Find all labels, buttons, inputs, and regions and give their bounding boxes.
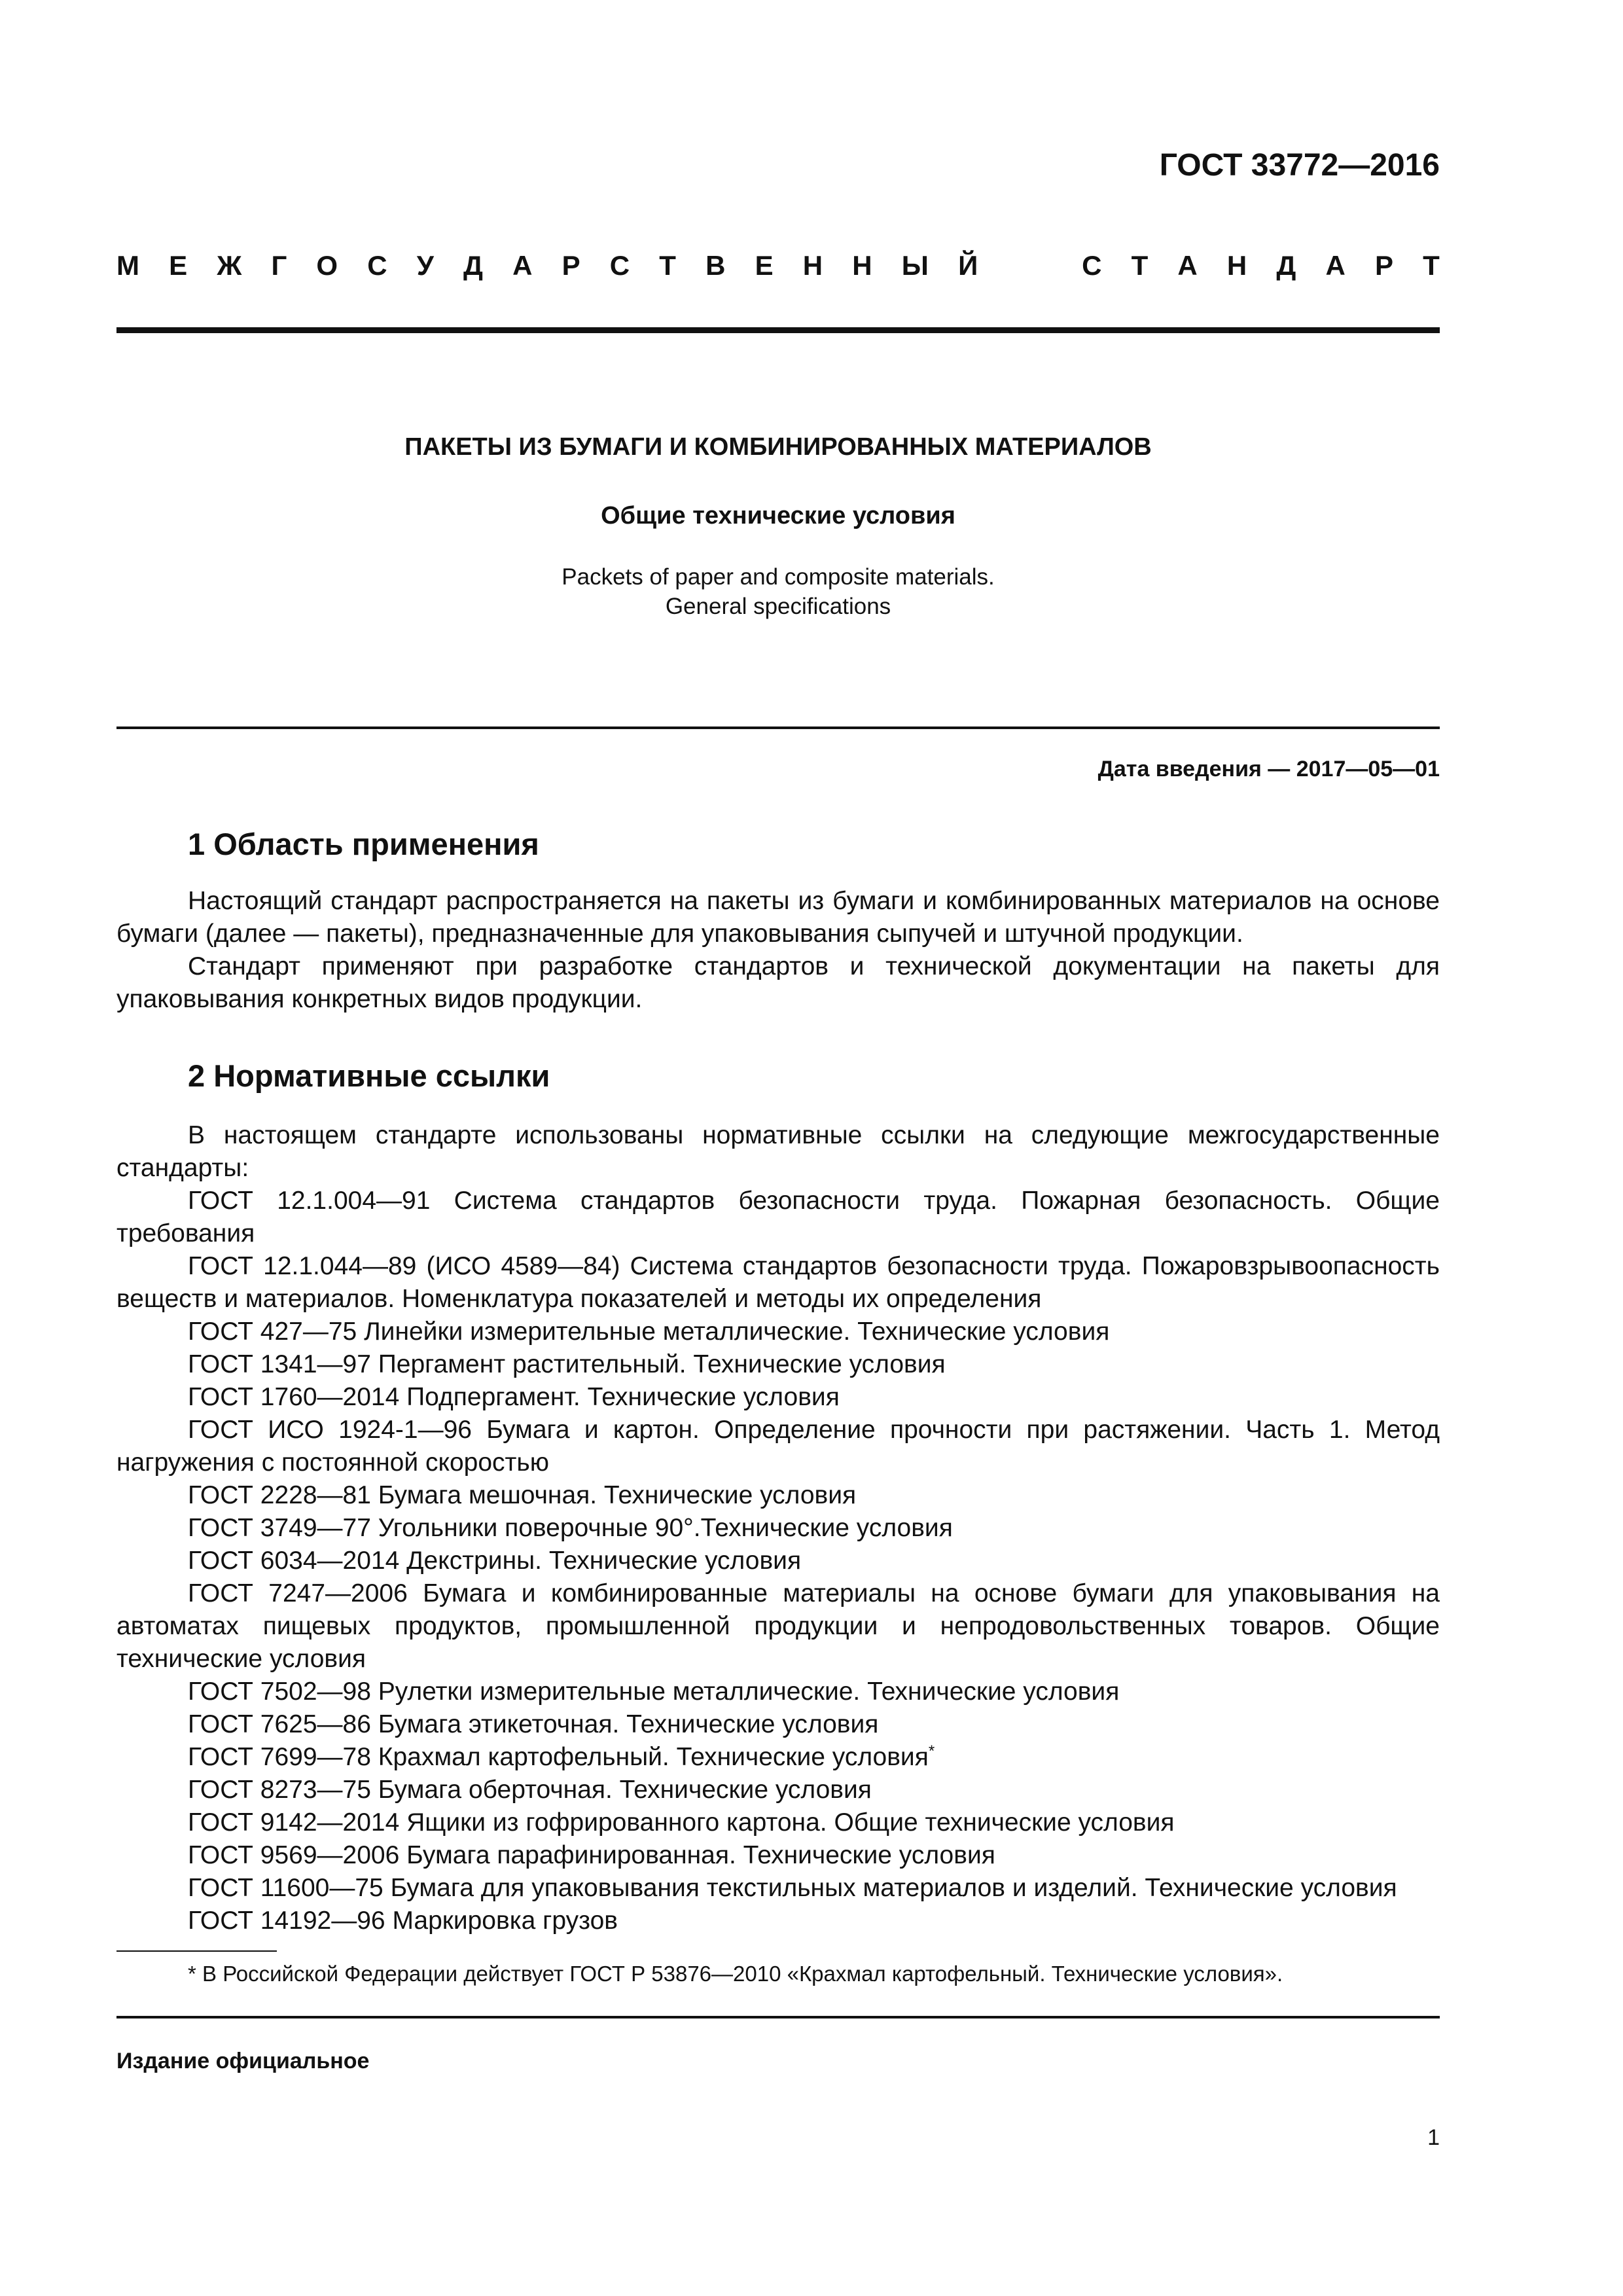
paragraph: Настоящий стандарт распространяется на пакеты из бумаги и комбинированных материалов на основе бумаги (далее — пакеты), предназначенные для упаковывания сыпучей и штучной продукции. [116,887,1440,948]
page-number: 1 [1427,2125,1440,2150]
section-1-heading: 1 Область применения [188,827,539,861]
standard-code: ГОСТ 33772—2016 [1159,148,1440,183]
list-item: ГОСТ 12.1.044—89 (ИСО 4589—84) Система стандартов безопасности труда. Пожаровзрывоопасность веществ и материалов. Номенклатура показателей и методы их определения [116,1252,1440,1313]
list-item: ГОСТ 7247—2006 Бумага и комбинированные материалы на основе бумаги для упаковывания на автоматах пищевых продуктов, промышленной продукции и непродовольственных товаров. Общие технические условия [116,1579,1440,1673]
document-title: ПАКЕТЫ ИЗ БУМАГИ И КОМБИНИРОВАННЫХ МАТЕРИАЛОВ [404,433,1152,461]
footnote-separator [116,1950,277,1952]
interstate-standard-banner [116,250,1440,281]
banner-letter: Д [1276,250,1296,281]
document-subtitle: Общие технические условия [601,502,955,529]
list-item: ГОСТ 1341—97 Пергамент растительный. Технические условия [188,1350,946,1378]
banner-letter: Е [755,250,774,281]
list-item: ГОСТ 14192—96 Маркировка грузов [188,1907,618,1935]
banner-letter: Ж [217,250,242,281]
banner-letter: Й [958,250,978,281]
banner-letter: В [705,250,726,281]
banner-letter: Т [1131,250,1149,281]
banner-letter: Т [659,250,676,281]
banner-gap [1007,250,1015,281]
footnote-text: * В Российской Федерации действует ГОСТ Р 53876—2010 «Крахмал картофельный. Технические условия». [188,1962,1283,1986]
list-item: ГОСТ 8273—75 Бумага оберточная. Технические условия [188,1776,872,1804]
section-1-body [116,885,1440,1016]
banner-letter: Н [852,250,872,281]
banner-letter: Н [1226,250,1247,281]
list-item: ГОСТ 7502—98 Рулетки измерительные металлические. Технические условия [188,1677,1120,1706]
list-item: ГОСТ 1760—2014 Подпергамент. Технические условия [188,1383,840,1411]
list-item: ГОСТ 11600—75 Бумага для упаковывания текстильных материалов и изделий. Технические условия [188,1874,1397,1902]
banner-letter: А [1177,250,1198,281]
list-item: ГОСТ 7625—86 Бумага этикеточная. Технические условия [188,1710,879,1738]
list-item: ГОСТ 3749—77 Угольники поверочные 90°.Технические условия [188,1514,953,1542]
list-item: ГОСТ 427—75 Линейки измерительные металлические. Технические условия [188,1318,1110,1346]
banner-letter: Н [802,250,823,281]
list-item: ГОСТ 6034—2014 Декстрины. Технические условия [188,1547,802,1575]
banner-letter: О [316,250,338,281]
banner-letter: С [609,250,630,281]
banner-letter: Т [1423,250,1440,281]
footnote-marker: * [928,1742,935,1760]
banner-letter: М [116,250,139,281]
list-item: ГОСТ 9142—2014 Ящики из гофрированного картона. Общие технические условия [188,1808,1175,1837]
introduction-date: Дата введения — 2017—05—01 [1097,757,1440,781]
banner-letter: У [416,250,434,281]
list-item: ГОСТ 12.1.004—91 Система стандартов безопасности труда. Пожарная безопасность. Общие требования [116,1187,1440,1247]
banner-letter: А [1325,250,1346,281]
banner-letter: Г [271,250,287,281]
banner-letter: Е [169,250,188,281]
banner-letter: Р [1374,250,1393,281]
list-item: ГОСТ 2228—81 Бумага мешочная. Технические условия [188,1481,857,1509]
banner-letter: Д [463,250,483,281]
english-title-line-2: General specifications [665,594,891,619]
list-item-text: ГОСТ 7699—78 Крахмал картофельный. Технические условия [188,1743,929,1771]
references-list [116,1119,1440,1937]
english-title-line-1: Packets of paper and composite materials. [562,564,995,590]
list-item: ГОСТ ИСО 1924-1—96 Бумага и картон. Определение прочности при растяжении. Часть 1. Метод нагружения с постоянной скоростью [116,1416,1440,1477]
footer-divider [116,2016,1440,2018]
banner-gap [1044,250,1052,281]
paragraph: Стандарт применяют при разработке стандартов и технической документации на пакеты для упаковывания конкретных видов продукции. [116,952,1440,1013]
banner-letter: С [367,250,387,281]
header-divider [116,327,1440,333]
banner-letter: Ы [901,250,929,281]
banner-letter: Р [562,250,580,281]
edition-label: Издание официальное [116,2049,370,2073]
banner-letter: А [512,250,533,281]
banner-letter: С [1082,250,1102,281]
title-divider [116,726,1440,729]
section-2-heading: 2 Нормативные ссылки [188,1058,550,1093]
list-item-footnoted [116,1741,1440,1774]
list-item: ГОСТ 9569—2006 Бумага парафинированная. Технические условия [188,1841,995,1869]
list-item: В настоящем стандарте использованы нормативные ссылки на следующие межгосударственные стандарты: [116,1121,1440,1182]
